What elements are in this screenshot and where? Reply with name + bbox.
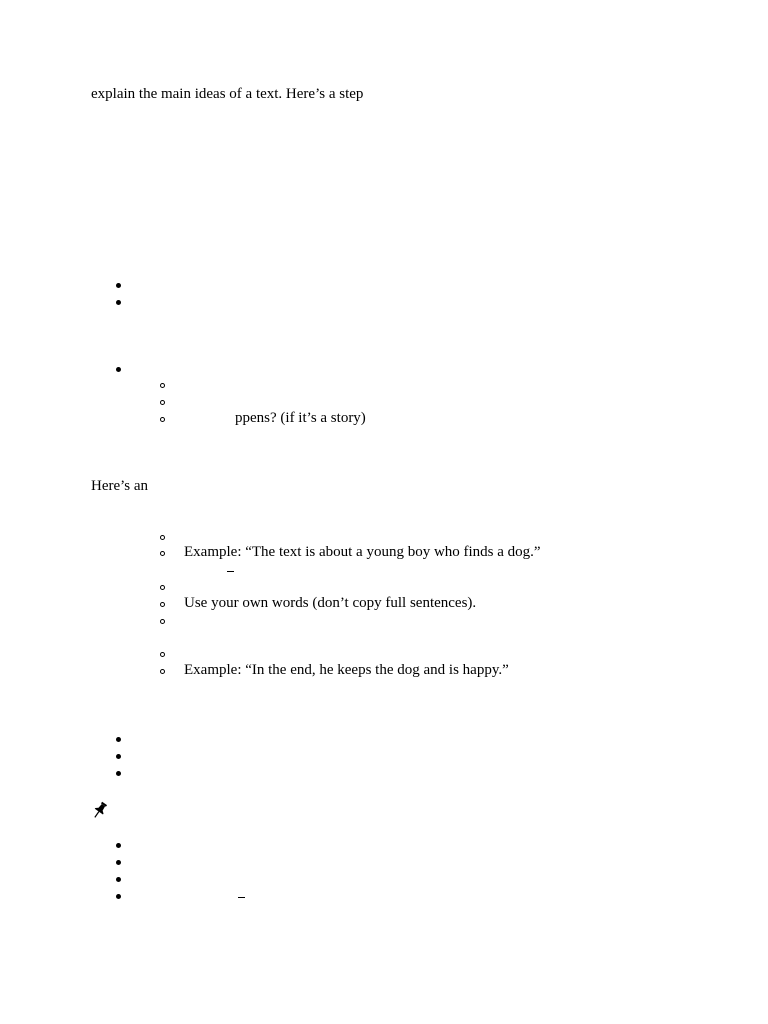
own-words-tip: Use your own words (don’t copy full sentences). xyxy=(184,595,477,611)
example-summary-line: Example: “The text is about a young boy who finds a dog.” xyxy=(184,544,541,560)
list-bullet xyxy=(116,300,121,305)
list-bullet xyxy=(116,860,121,865)
list-bullet xyxy=(116,843,121,848)
sub-list-bullet xyxy=(160,400,165,405)
sub-list-bullet xyxy=(160,585,165,590)
list-bullet xyxy=(116,367,121,372)
section-intro: Here’s an xyxy=(91,478,149,494)
list-bullet xyxy=(116,283,121,288)
sub-list-bullet xyxy=(160,383,165,388)
sub-list-bullet xyxy=(160,619,165,624)
sub-list-bullet xyxy=(160,551,165,556)
sub-list-bullet xyxy=(160,652,165,657)
sub-list-item-text: ppens? (if it’s a story) xyxy=(235,410,366,426)
list-bullet xyxy=(116,737,121,742)
pushpin-icon xyxy=(90,800,110,820)
list-bullet xyxy=(116,754,121,759)
sub-list-bullet xyxy=(160,669,165,674)
dash-mark xyxy=(238,897,245,898)
sub-list-bullet xyxy=(160,535,165,540)
intro-line: explain the main ideas of a text. Here’s a step xyxy=(91,86,364,102)
list-bullet xyxy=(116,771,121,776)
list-bullet xyxy=(116,894,121,899)
example-ending-line: Example: “In the end, he keeps the dog and is happy.” xyxy=(184,662,509,678)
sub-list-bullet xyxy=(160,417,165,422)
sub-list-bullet xyxy=(160,602,165,607)
list-bullet xyxy=(116,877,121,882)
dash-mark xyxy=(227,571,234,572)
